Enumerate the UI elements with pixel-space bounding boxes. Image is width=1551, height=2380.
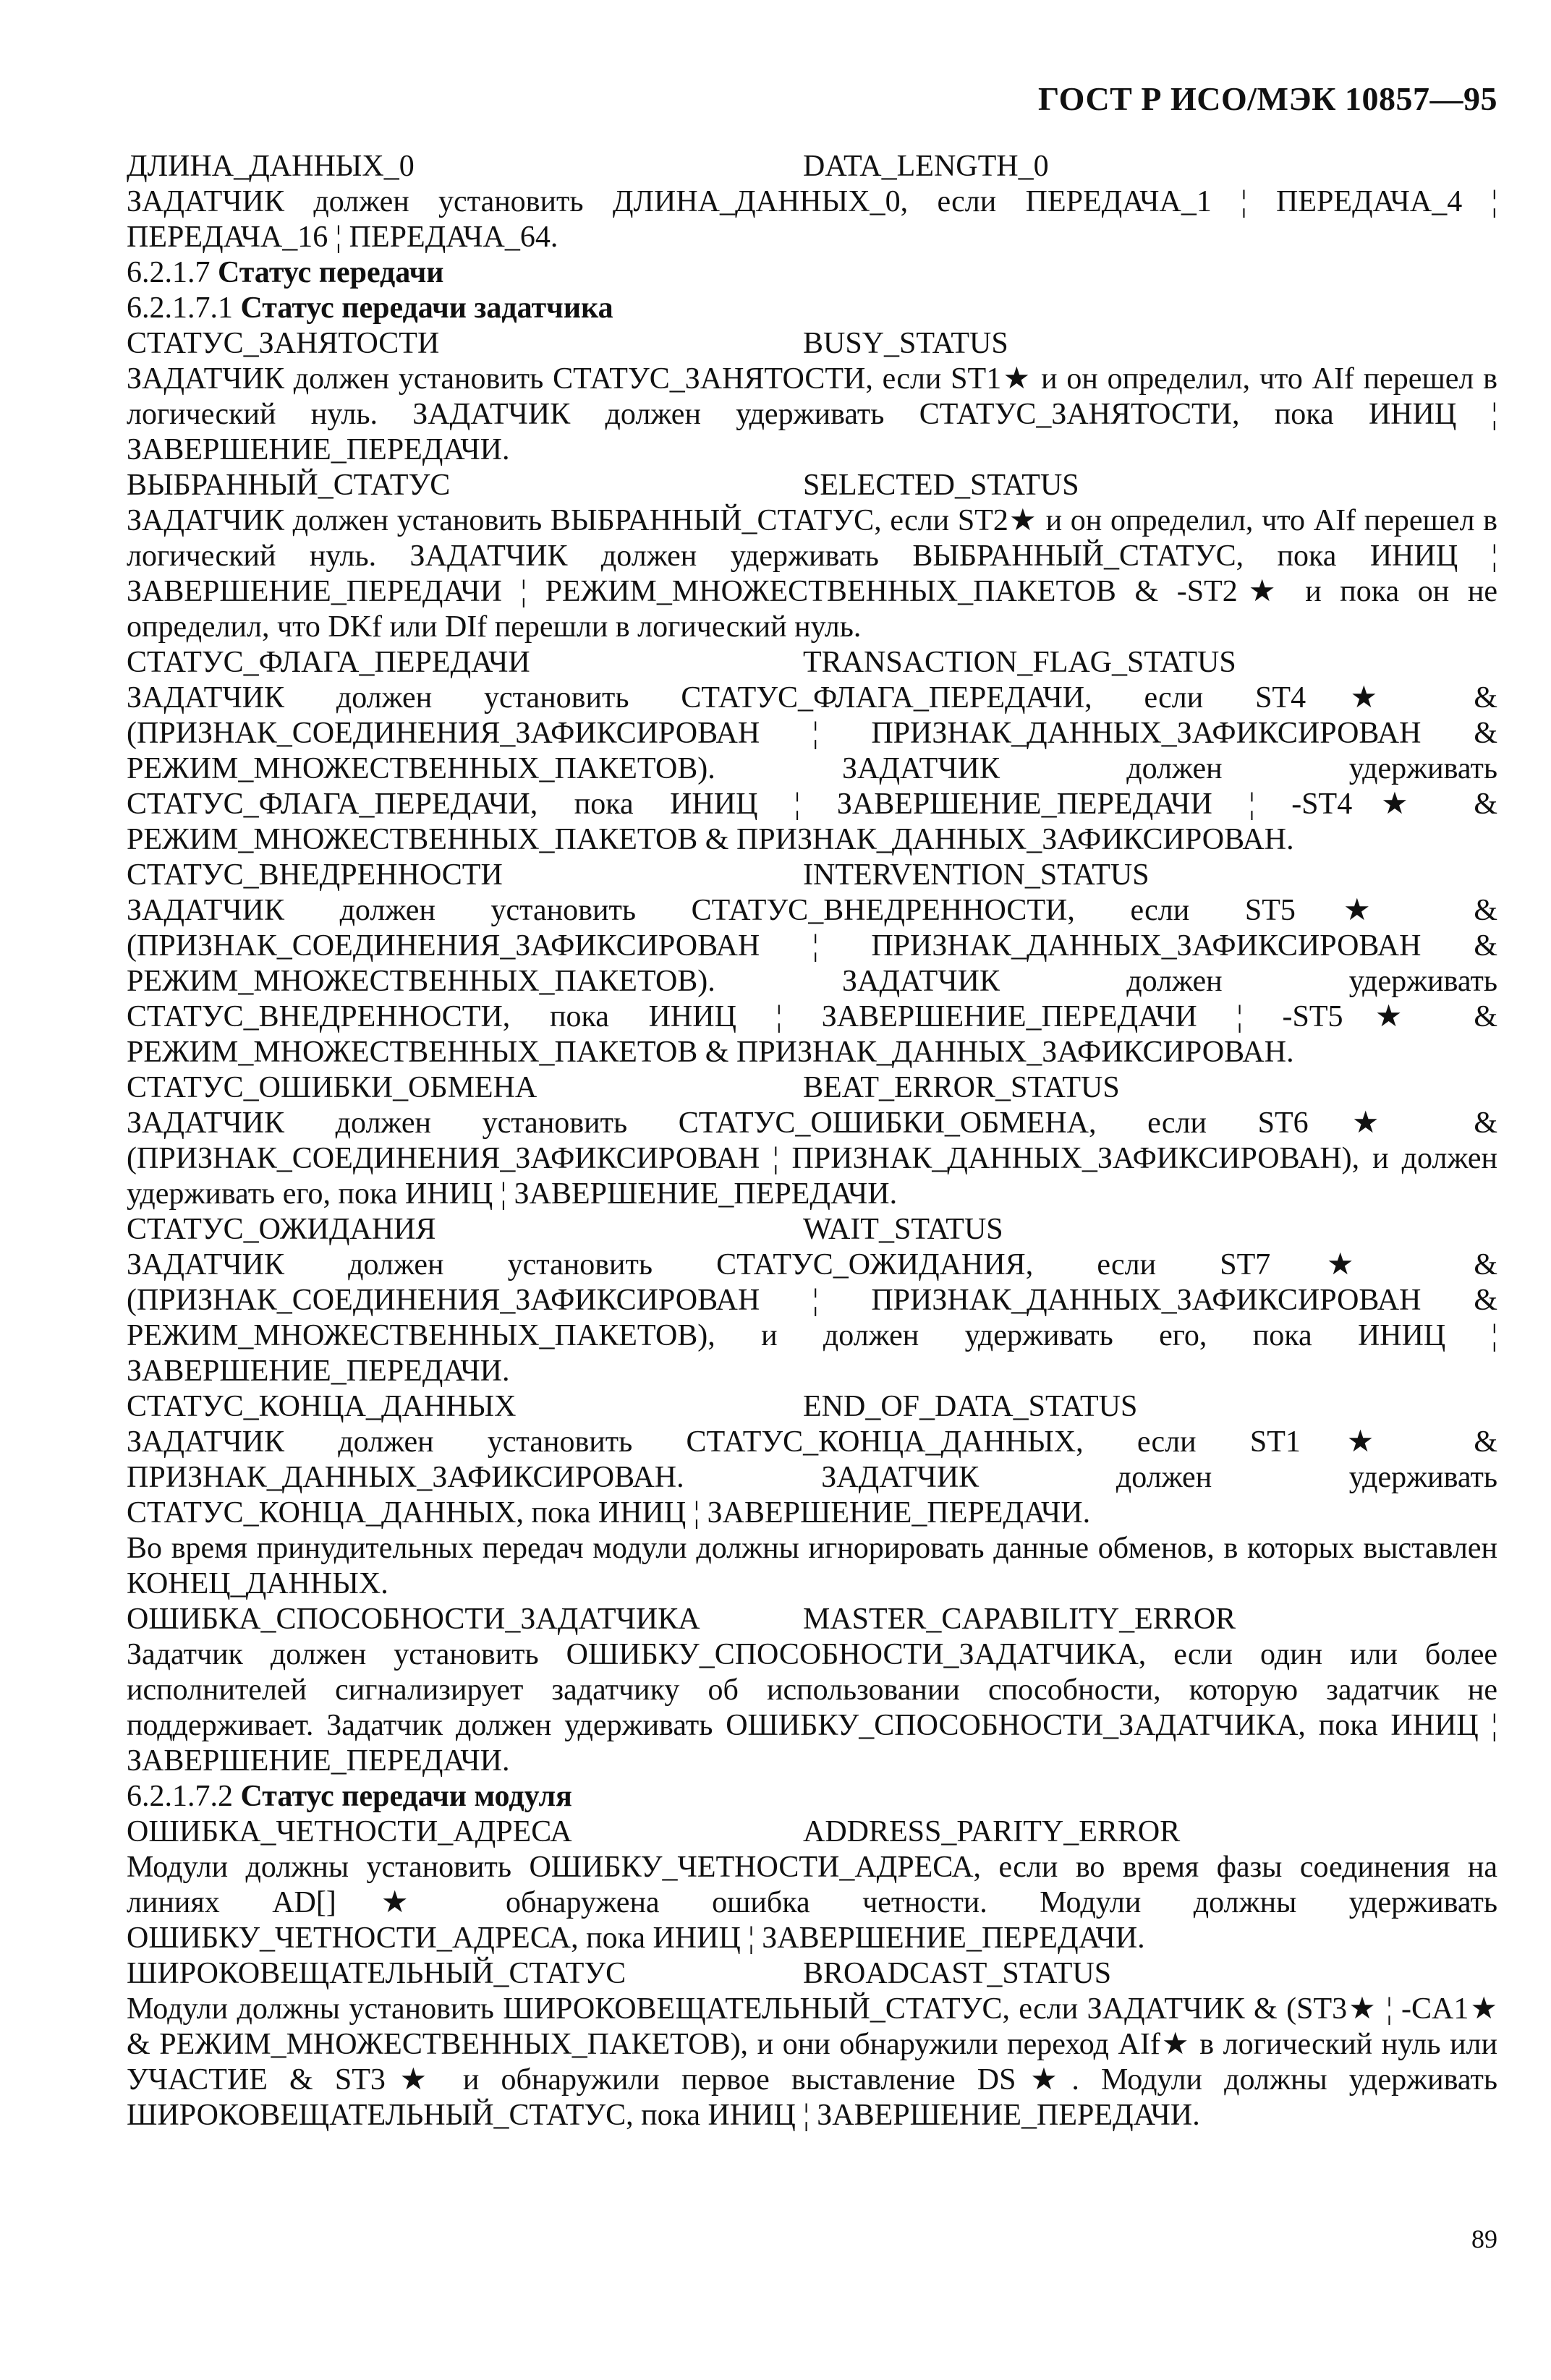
page-header: ГОСТ Р ИСО/МЭК 10857—95 bbox=[1038, 80, 1497, 117]
term-english: BEAT_ERROR_STATUS bbox=[803, 1071, 1120, 1104]
section-heading bbox=[119, 1779, 1497, 1814]
paragraph: ЗАДАТЧИК должен установить СТАТУС_ФЛАГА_ПЕРЕДАЧИ, если ST4★ & (ПРИЗНАК_СОЕДИНЕНИЯ_ЗАФИКСИРОВАН ¦ ПРИЗНАК_ДАННЫХ_ЗАФИКСИРОВАН & РЕЖИМ_МНОЖЕСТВЕННЫХ_ПАКЕТОВ). ЗАДАТЧИК должен удерживать СТАТУС_ФЛАГА_ПЕРЕДАЧИ, пока ИНИЦ ¦ ЗАВЕРШЕНИЕ_ПЕРЕДАЧИ ¦ -ST4★ & РЕЖИМ_МНОЖЕСТВЕННЫХ_ПАКЕТОВ & ПРИЗНАК_ДАННЫХ_ЗАФИКСИРОВАН. bbox=[127, 681, 1497, 856]
term-russian: СТАТУС_ОЖИДАНИЯ bbox=[127, 1213, 436, 1246]
paragraph: Модули должны установить ШИРОКОВЕЩАТЕЛЬНЫЙ_СТАТУС, если ЗАДАТЧИК & (ST3★ ¦ -CA1★ & РЕЖИМ_МНОЖЕСТВЕННЫХ_ПАКЕТОВ), и они обнаружили переход AIf★ в логический нуль или УЧАСТИЕ & ST3★ и обнаружили первое выставление DS★. Модули должны удерживать ШИРОКОВЕЩАТЕЛЬНЫЙ_СТАТУС, пока ИНИЦ ¦ ЗАВЕРШЕНИЕ_ПЕРЕДАЧИ. bbox=[127, 1992, 1497, 2132]
paragraph: Модули должны установить ОШИБКУ_ЧЕТНОСТИ_АДРЕСА, если во время фазы соединения на линиях AD[]★ обнаружена ошибка четности. Модули должны удерживать ОШИБКУ_ЧЕТНОСТИ_АДРЕСА, пока ИНИЦ ¦ ЗАВЕРШЕНИЕ_ПЕРЕДАЧИ. bbox=[127, 1851, 1497, 1955]
term-pair bbox=[119, 149, 1497, 184]
term-pair bbox=[119, 1814, 1497, 1850]
paragraph: ЗАДАТЧИК должен установить СТАТУС_ОЖИДАНИЯ, если ST7★ & (ПРИЗНАК_СОЕДИНЕНИЯ_ЗАФИКСИРОВАН ¦ ПРИЗНАК_ДАННЫХ_ЗАФИКСИРОВАН & РЕЖИМ_МНОЖЕСТВЕННЫХ_ПАКЕТОВ), и должен удерживать его, пока ИНИЦ ¦ ЗАВЕРШЕНИЕ_ПЕРЕДАЧИ. bbox=[127, 1248, 1497, 1388]
paragraph: ЗАДАТЧИК должен установить ВЫБРАННЫЙ_СТАТУС, если ST2★ и он определил, что AIf перешел в логический нуль. ЗАДАТЧИК должен удерживать ВЫБРАННЫЙ_СТАТУС, пока ИНИЦ ¦ ЗАВЕРШЕНИЕ_ПЕРЕДАЧИ ¦ РЕЖИМ_МНОЖЕСТВЕННЫХ_ПАКЕТОВ & -ST2★ и пока он не определил, что DKf или DIf перешли в логический нуль. bbox=[127, 504, 1498, 644]
section-heading bbox=[119, 255, 1497, 291]
section-title: Статус передачи модуля bbox=[240, 1780, 572, 1813]
term-english: ADDRESS_PARITY_ERROR bbox=[803, 1815, 1181, 1848]
term-english: END_OF_DATA_STATUS bbox=[803, 1390, 1138, 1423]
term-english: TRANSACTION_FLAG_STATUS bbox=[803, 646, 1236, 679]
term-english: SELECTED_STATUS bbox=[803, 469, 1079, 502]
paragraph: ЗАДАТЧИК должен установить ДЛИНА_ДАННЫХ_0, если ПЕРЕДАЧА_1 ¦ ПЕРЕДАЧА_4 ¦ ПЕРЕДАЧА_16 ¦ ПЕРЕДАЧА_64. bbox=[127, 185, 1497, 254]
page-number: 89 bbox=[1471, 2225, 1497, 2253]
term-english: WAIT_STATUS bbox=[803, 1213, 1003, 1246]
term-russian: ДЛИНА_ДАННЫХ_0 bbox=[127, 150, 415, 183]
term-english: BUSY_STATUS bbox=[803, 327, 1008, 360]
term-pair bbox=[119, 1212, 1497, 1247]
term-pair bbox=[119, 468, 1497, 503]
term-pair bbox=[119, 326, 1497, 362]
term-pair bbox=[119, 858, 1497, 893]
paragraph: ЗАДАТЧИК должен установить СТАТУС_ОШИБКИ_ОБМЕНА, если ST6★ & (ПРИЗНАК_СОЕДИНЕНИЯ_ЗАФИКСИРОВАН ¦ ПРИЗНАК_ДАННЫХ_ЗАФИКСИРОВАН), и должен удерживать его, пока ИНИЦ ¦ ЗАВЕРШЕНИЕ_ПЕРЕДАЧИ. bbox=[127, 1106, 1497, 1211]
section-heading bbox=[119, 291, 1497, 326]
term-russian: СТАТУС_ОШИБКИ_ОБМЕНА bbox=[127, 1071, 537, 1104]
term-russian: СТАТУС_КОНЦА_ДАННЫХ bbox=[127, 1390, 517, 1423]
paragraph: ЗАДАТЧИК должен установить СТАТУС_ВНЕДРЕННОСТИ, если ST5★ & (ПРИЗНАК_СОЕДИНЕНИЯ_ЗАФИКСИРОВАН ¦ ПРИЗНАК_ДАННЫХ_ЗАФИКСИРОВАН & РЕЖИМ_МНОЖЕСТВЕННЫХ_ПАКЕТОВ). ЗАДАТЧИК должен удерживать СТАТУС_ВНЕДРЕННОСТИ, пока ИНИЦ ¦ ЗАВЕРШЕНИЕ_ПЕРЕДАЧИ ¦ -ST5★ & РЕЖИМ_МНОЖЕСТВЕННЫХ_ПАКЕТОВ & ПРИЗНАК_ДАННЫХ_ЗАФИКСИРОВАН. bbox=[127, 894, 1497, 1069]
document-body bbox=[119, 149, 1497, 2133]
paragraph: Во время принудительных передач модули должны игнорировать данные обменов, в которых выставлен КОНЕЦ_ДАННЫХ. bbox=[127, 1532, 1497, 1600]
term-english: MASTER_CAPABILITY_ERROR bbox=[803, 1603, 1236, 1636]
document-page bbox=[119, 0, 1497, 2380]
section-number: 6.2.1.7.2 bbox=[127, 1780, 233, 1813]
section-title: Статус передачи bbox=[218, 256, 444, 289]
term-pair bbox=[119, 1389, 1497, 1425]
term-english: DATA_LENGTH_0 bbox=[803, 150, 1049, 183]
term-russian: ОШИБКА_ЧЕТНОСТИ_АДРЕСА bbox=[127, 1815, 572, 1848]
term-russian: СТАТУС_ВНЕДРЕННОСТИ bbox=[127, 858, 503, 892]
paragraph: ЗАДАТЧИК должен установить СТАТУС_ЗАНЯТОСТИ, если ST1★ и он определил, что AIf перешел в логический нуль. ЗАДАТЧИК должен удерживать СТАТУС_ЗАНЯТОСТИ, пока ИНИЦ ¦ ЗАВЕРШЕНИЕ_ПЕРЕДАЧИ. bbox=[127, 362, 1497, 466]
term-pair bbox=[119, 1602, 1497, 1637]
term-russian: СТАТУС_ФЛАГА_ПЕРЕДАЧИ bbox=[127, 646, 530, 679]
term-pair bbox=[119, 1956, 1497, 1992]
section-number: 6.2.1.7 bbox=[127, 256, 211, 289]
paragraph: ЗАДАТЧИК должен установить СТАТУС_КОНЦА_ДАННЫХ, если ST1★ & ПРИЗНАК_ДАННЫХ_ЗАФИКСИРОВАН. ЗАДАТЧИК должен удерживать СТАТУС_КОНЦА_ДАННЫХ, пока ИНИЦ ¦ ЗАВЕРШЕНИЕ_ПЕРЕДАЧИ. bbox=[127, 1425, 1497, 1530]
term-russian: СТАТУС_ЗАНЯТОСТИ bbox=[127, 327, 440, 360]
term-pair bbox=[119, 645, 1497, 681]
term-russian: ВЫБРАННЫЙ_СТАТУС bbox=[127, 469, 451, 502]
term-english: BROADCAST_STATUS bbox=[803, 1957, 1112, 1990]
paragraph: Задатчик должен установить ОШИБКУ_СПОСОБНОСТИ_ЗАДАТЧИКА, если один или более исполнителей сигнализирует задатчику об использовании способности, которую задатчик не поддерживает. Задатчик должен удерживать ОШИБКУ_СПОСОБНОСТИ_ЗАДАТЧИКА, пока ИНИЦ ¦ ЗАВЕРШЕНИЕ_ПЕРЕДАЧИ. bbox=[127, 1638, 1497, 1778]
term-russian: ШИРОКОВЕЩАТЕЛЬНЫЙ_СТАТУС bbox=[127, 1957, 626, 1990]
term-russian: ОШИБКА_СПОСОБНОСТИ_ЗАДАТЧИКА bbox=[127, 1603, 700, 1636]
term-english: INTERVENTION_STATUS bbox=[803, 858, 1150, 892]
term-pair bbox=[119, 1070, 1497, 1106]
section-number: 6.2.1.7.1 bbox=[127, 291, 233, 325]
section-title: Статус передачи задатчика bbox=[240, 291, 613, 325]
